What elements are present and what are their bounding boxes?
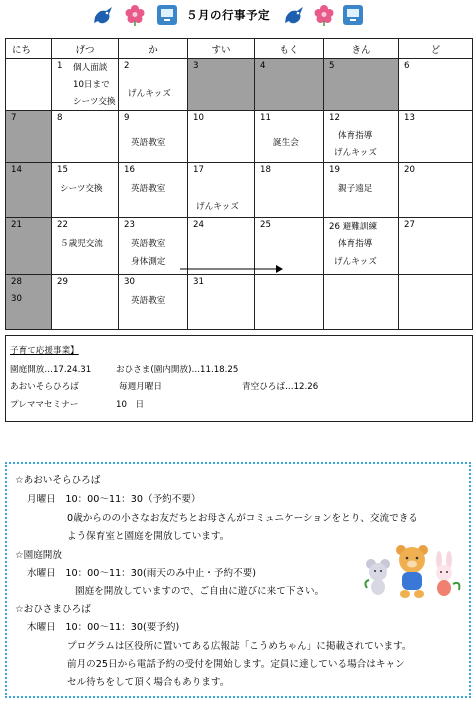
event: ５歳児交流 <box>60 239 103 249</box>
day-number: 10 <box>193 113 204 123</box>
animal-friends-icon <box>363 542 463 602</box>
day-cell <box>255 163 324 218</box>
day-cell-holiday <box>188 59 255 111</box>
day-cell <box>52 218 119 275</box>
day-cell <box>188 111 255 163</box>
day-number: 6 <box>404 61 410 71</box>
section-desc: 園庭を開放していますので、ご自由に遊びに来て下さい。 <box>75 586 325 597</box>
day-cell <box>324 163 399 218</box>
day-number: 31 <box>193 277 204 287</box>
day-number: 19 <box>329 165 340 175</box>
event: 個人面談 <box>73 63 108 73</box>
rabbit-icon <box>436 551 459 596</box>
bear-icon <box>396 545 428 598</box>
computer-icon <box>341 3 365 27</box>
day-number: 27 <box>404 220 415 230</box>
day-number: 18 <box>260 165 271 175</box>
event: げんキッズ <box>128 89 171 99</box>
day-number: 24 <box>193 220 204 230</box>
day-cell <box>399 218 473 275</box>
section-title: ☆おひさまひろば <box>15 604 91 615</box>
day-cell <box>324 111 399 163</box>
event: 英語教室 <box>131 296 166 306</box>
arrow-icon <box>180 264 284 274</box>
day-cell <box>255 111 324 163</box>
day-cell-empty <box>324 275 399 330</box>
day-cell <box>119 275 188 330</box>
section-time: 月曜日 10：00～11：30（予約不要） <box>27 494 201 505</box>
day-cell <box>188 163 255 218</box>
event: げんキッズ <box>334 148 377 158</box>
week-row <box>6 111 473 163</box>
day-number: 15 <box>57 165 68 175</box>
day-cell-holiday <box>6 111 52 163</box>
weekday-sat: ど <box>399 39 473 59</box>
day-number: 25 <box>260 220 271 230</box>
computer-icon <box>155 3 179 27</box>
day-number: 5 <box>329 61 335 71</box>
day-number: 11 <box>260 113 271 123</box>
support-item: プレママセミナー <box>10 400 79 410</box>
support-heading: 子育て応援事業】 <box>10 346 79 356</box>
week-row <box>6 163 473 218</box>
weekday-thu: もく <box>255 39 324 59</box>
support-item: 毎週月曜日 <box>119 382 162 392</box>
day-cell-holiday <box>6 275 52 330</box>
section-desc: プログラムは区役所に置いてある広報誌「こうめちゃん」に掲載されています。 <box>67 641 412 652</box>
day-number: 29 <box>57 277 68 287</box>
flower-icon <box>312 3 336 27</box>
weekday-sun: にち <box>6 39 52 59</box>
day-number: 4 <box>260 61 266 71</box>
day-cell-empty <box>255 275 324 330</box>
day-cell-empty <box>399 275 473 330</box>
bird-icon <box>283 3 307 27</box>
section-title: ☆園庭開放 <box>15 550 62 561</box>
weekday-fri: きん <box>324 39 399 59</box>
page-title: ５月の行事予定 <box>186 8 270 22</box>
bird-icon <box>92 3 116 27</box>
day-cell <box>119 111 188 163</box>
weekday-tue: か <box>119 39 188 59</box>
day-cell-empty <box>6 59 52 111</box>
day-number: 21 <box>11 220 22 230</box>
day-cell-holiday <box>255 59 324 111</box>
weekday-header-row <box>6 39 473 59</box>
event: 10日まで <box>73 80 110 90</box>
event: シーツ交換 <box>73 97 116 107</box>
weekday-mon: げつ <box>52 39 119 59</box>
section-desc: よう保育室と園庭を開放しています。 <box>67 531 230 542</box>
support-item: あおいそらひろば <box>10 382 79 392</box>
section-time: 水曜日 10：00～11：30(雨天のみ中止・予約不要) <box>27 568 257 579</box>
day-cell <box>399 59 473 111</box>
event: 誕生会 <box>273 138 299 148</box>
week-row <box>6 59 473 111</box>
section-time: 木曜日 10：00～11：30(要予約) <box>27 622 180 633</box>
day-cell <box>399 111 473 163</box>
day-cell-holiday <box>6 163 52 218</box>
day-cell <box>399 163 473 218</box>
day-cell <box>324 218 399 275</box>
day-number: 8 <box>57 113 63 123</box>
day-number: 14 <box>11 165 22 175</box>
flower-icon <box>123 3 147 27</box>
support-section <box>5 335 473 422</box>
day-number: 16 <box>124 165 135 175</box>
weekday-wed: すい <box>188 39 255 59</box>
support-item: 青空ひろば…12.26 <box>242 382 319 392</box>
event: 英語教室 <box>131 184 166 194</box>
support-item: おひさま(園内開放)…11.18.25 <box>116 365 239 375</box>
support-item: 10 日 <box>116 400 145 410</box>
day-number: 1 <box>57 61 63 71</box>
section-desc: 前月の25日から電話予約の受付を開始します。定員に達している場合はキャン <box>67 659 405 670</box>
event: 英語教室 <box>131 138 166 148</box>
day-cell <box>52 111 119 163</box>
day-number: 9 <box>124 113 130 123</box>
day-cell <box>52 163 119 218</box>
day-number: 30 <box>11 294 22 304</box>
day-cell-holiday <box>324 59 399 111</box>
event: 体育指導 <box>338 239 373 249</box>
day-cell <box>119 218 188 275</box>
day-cell <box>52 59 119 111</box>
support-item: 園庭開放…17.24.31 <box>10 365 92 375</box>
day-number: 17 <box>193 165 204 175</box>
header <box>0 0 473 34</box>
day-number: 30 <box>124 277 135 287</box>
event: 体育指導 <box>338 131 373 141</box>
section-desc: 0歳からのの小さなお友だちとお母さんがコミュニケーションをとり、交流できる <box>67 513 418 524</box>
day-number: 28 <box>11 277 22 287</box>
day-number: 7 <box>11 113 17 123</box>
day-number: 20 <box>404 165 415 175</box>
week-row <box>6 275 473 330</box>
info-box <box>5 462 471 698</box>
day-cell <box>119 59 188 111</box>
event: げんキッズ <box>334 257 377 267</box>
event: 親子遠足 <box>338 184 373 194</box>
day-number: 12 <box>329 113 340 123</box>
event: 英語教室 <box>131 239 166 249</box>
day-cell <box>119 163 188 218</box>
event: 身体測定 <box>131 257 166 267</box>
event: げんキッズ <box>196 202 239 212</box>
day-number: 2 <box>124 61 130 71</box>
day-number: 13 <box>404 113 415 123</box>
section-title: ☆あおいそらひろば <box>15 475 101 486</box>
day-cell-holiday <box>6 218 52 275</box>
mouse-icon <box>365 559 390 595</box>
day-cell <box>52 275 119 330</box>
day-number: 22 <box>57 220 68 230</box>
section-desc: セル待ちをして頂く場合もあります。 <box>67 677 230 688</box>
event: シーツ交換 <box>60 184 103 194</box>
day-number: 26 避難訓練 <box>329 222 378 232</box>
day-number: 23 <box>124 220 135 230</box>
calendar-table <box>5 38 473 330</box>
day-cell <box>188 275 255 330</box>
day-number: 3 <box>193 61 199 71</box>
